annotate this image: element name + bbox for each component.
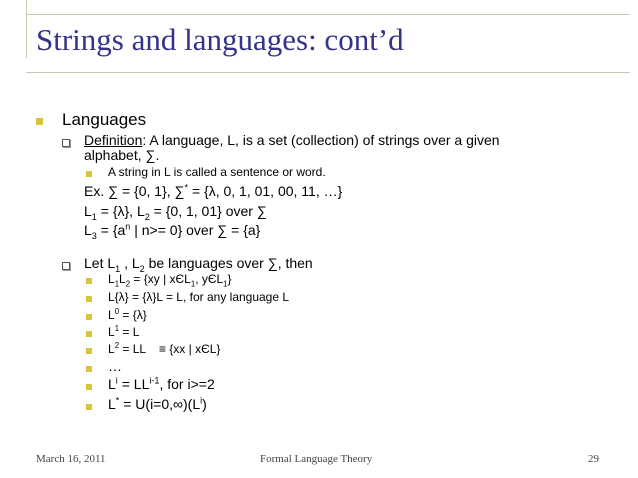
square-bullet-icon	[86, 348, 92, 354]
property-concat: $L_1L_2 = \{xy$ | xЄL$_1$, yЄL$_1$}	[108, 272, 232, 289]
concat-intro: Let $L_1$ , $L_2$ be languages over ∑, then	[84, 255, 313, 274]
checkbox-bullet-icon	[62, 139, 70, 147]
l1-l2-line: $L_1 = \{\lambda\}$, $L_2 = \{0$, 1, 01} over ∑	[84, 203, 267, 222]
definition-text: : A language, L, is a set (collection) of strings over a given	[142, 132, 500, 148]
example-line: Ex. ∑ = {0, 1}, ∑* = {λ, 0, 1, 01, 00, 11, …}	[84, 182, 343, 199]
square-bullet-icon	[86, 331, 92, 337]
sentence-note: A string in L is called a sentence or word.	[108, 165, 326, 179]
property-identity: L{λ} = {λ}L = L, for any language L	[108, 290, 290, 304]
definition-term: Definition	[84, 132, 143, 148]
property-l2: $L^2$ = LL ≡ {xx | xЄL}	[108, 341, 221, 356]
definition-line	[84, 132, 500, 148]
slide-title: Strings and languages: cont’d	[36, 22, 404, 57]
property-l1: $L^1 = L$	[108, 324, 140, 339]
definition-continuation: alphabet, ∑.	[84, 147, 160, 163]
square-bullet-icon	[86, 384, 92, 390]
square-bullet-icon	[86, 278, 92, 284]
l3-line: $L_3 = \{a^n$ | n>= 0} over ∑ = {a}	[84, 221, 261, 241]
footer-page-number: 29	[588, 453, 599, 465]
square-bullet-icon	[86, 171, 92, 177]
property-ellipsis: …	[108, 358, 122, 374]
footer-date: March 16, 2011	[36, 453, 106, 465]
footer-course: Formal Language Theory	[260, 453, 373, 465]
square-bullet-icon	[36, 118, 43, 125]
square-bullet-icon	[86, 296, 92, 302]
checkbox-bullet-icon	[62, 262, 70, 270]
frame-horizontal-line	[26, 14, 630, 15]
square-bullet-icon	[86, 314, 92, 320]
bullet-languages: Languages	[62, 110, 147, 129]
square-bullet-icon	[86, 404, 92, 410]
title-rule	[26, 72, 630, 73]
property-l0: $L^0 = \{\lambda\}$	[108, 307, 147, 322]
property-li: $L^i = LL^{i-1}$, for i>=2	[108, 375, 215, 392]
frame-vertical-line	[26, 0, 27, 58]
square-bullet-icon	[86, 366, 92, 372]
property-lstar: $L^* = U(i=0,\infty)(L^i)$	[108, 395, 207, 412]
